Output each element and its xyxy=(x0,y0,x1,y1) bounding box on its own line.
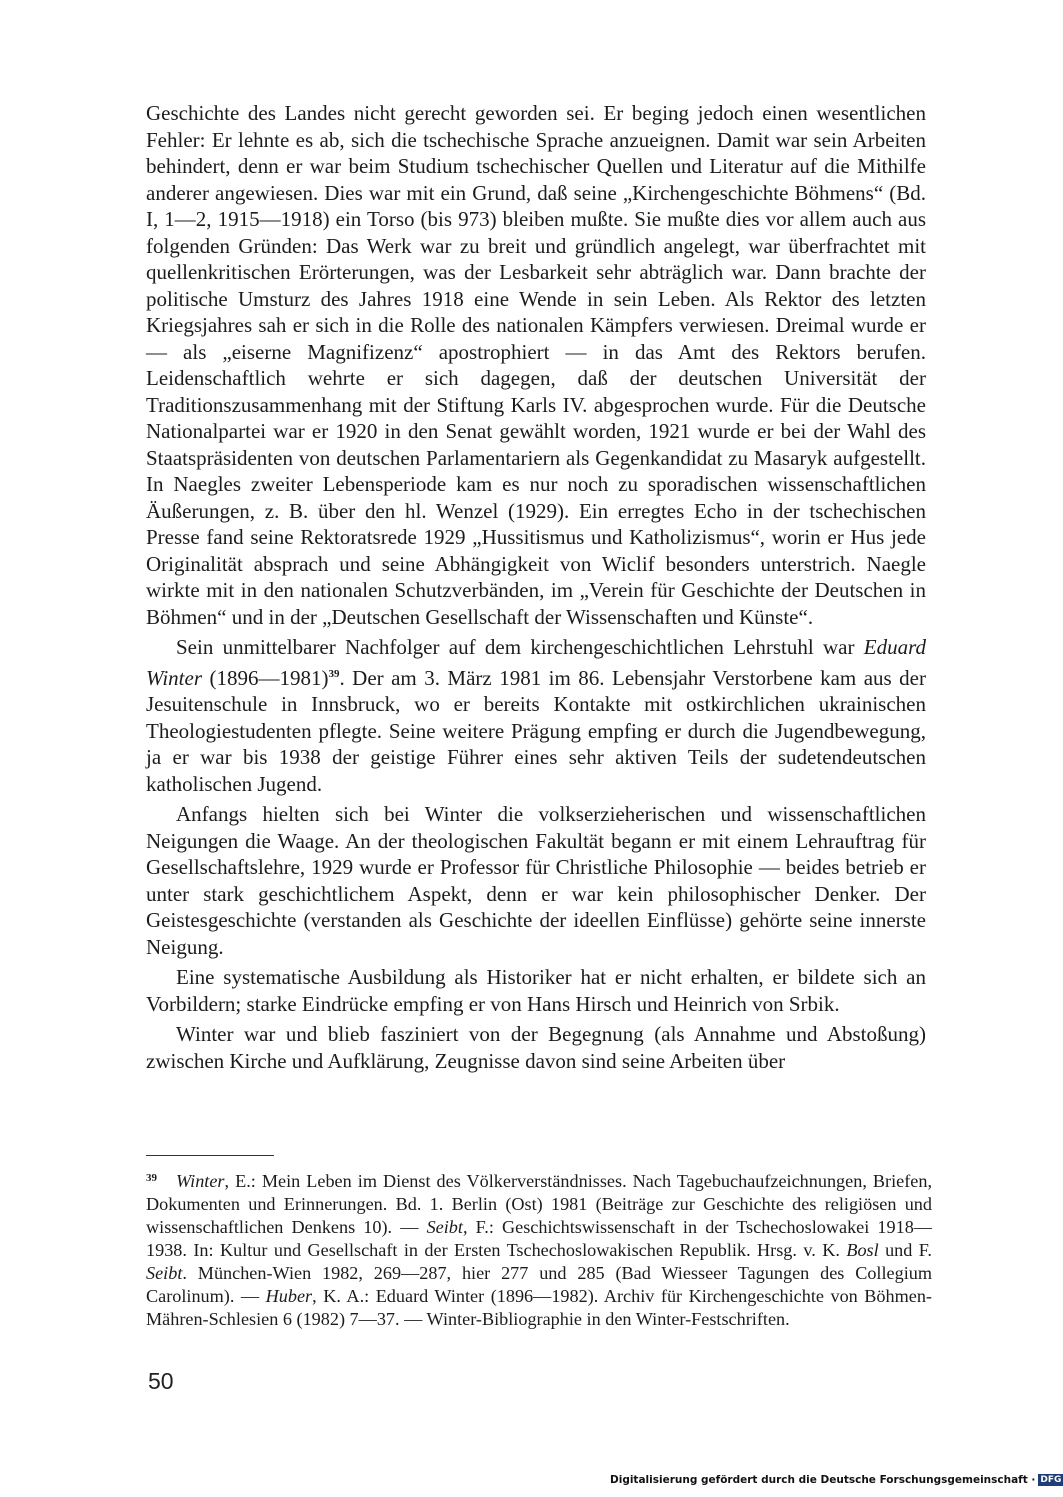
paragraph-1-text: Geschichte des Landes nicht gerecht geworden sei. Er beging jedoch einen wesentlichen Fehler: Er lehnte es ab, sich die tschechische Sprache anzueignen. Damit war sein Arbeiten behindert, denn er war beim Studium tschechischer Quellen und Literatur auf die Mithilfe anderer angewiesen. Dies war mit ein Grund, daß seine „Kirchengeschichte Böhmens“ (Bd. I, 1—2, 1915—1918) ein Torso (bis 973) bleiben mußte. Sie mußte dies vor allem auch aus folgenden Gründen: Das Werk war zu breit und gründlich angelegt, war überfrachtet mit quellenkritischen Erörterungen, was der Lesbarkeit sehr abträglich war. Dann brachte der politische Umsturz des Jahres 1918 eine Wende in sein Leben. Als Rektor des letzten Kriegsjahres sah er sich in die Rolle des nationalen Kämpfers verwiesen. Dreimal wurde er — als „eiserne Magnifizenz“ apostrophiert — in das Amt des Rektors berufen. Leidenschaftlich wehrte er sich dagegen, daß der deutschen Universität der Traditionszusammenhang mit der Stiftung Karls IV. abgesprochen wurde. Für die Deutsche Nationalpartei war er 1920 in den Senat gewählt worden, 1921 wurde er bei der Wahl des Staatspräsidenten von deutschen Parlamentariern als Gegenkandidat zu Masaryk aufgestellt. In Naegles zweiter Lebensperiode kam es nur noch zu sporadischen wissenschaftlichen Äußerungen, z. B. über den hl. Wenzel (1929). Ein erregtes Echo in der tschechischen Presse fand seine Rektoratsrede 1929 „Hussitismus und Katholizismus“, worin er Hus jede Originalität absprach und seine Abhängigkeit von Wiclif besonders unterstrich. Naegle wirkte mit in den nationalen Schutzverbänden, im „Verein für Geschichte der Deutschen in Böhmen“ und in der „Deutschen Gesellschaft der Wissenschaften und Künste“. xyxy=(146,101,926,629)
footnote-39: 39 Winter, E.: Mein Leben im Dienst des Völkerverständnisses. Nach Tagebuchaufzeichnungen, Briefen, Dokumenten und Erinnerungen. Bd. 1. Berlin (Ost) 1981 (Beiträge zur Geschichte des religiösen und wissenschaftlichen Denkens 10). — Seibt, F.: Geschichtswissenschaft in der Tschechoslowakei 1918—1938. In: Kultur und Gesellschaft in der Ersten Tschechoslowakischen Republik. Hrsg. v. K. Bosl und F. Seibt. München-Wien 1982, 269—287, hier 277 und 285 (Bad Wiesseer Tagungen des Collegium Carolinum). — Huber, K. A.: Eduard Winter (1896—1982). Archiv für Kirchengeschichte von Böhmen-Mähren-Schlesien 6 (1982) 7—37. — Winter-Bibliographie in den Winter-Festschriften. xyxy=(146,1167,932,1331)
dfg-logo: DFG xyxy=(1040,1475,1062,1485)
paragraph-1 xyxy=(146,100,926,630)
footnote-divider xyxy=(146,1155,274,1156)
digitization-credit xyxy=(610,1474,1063,1486)
paragraph-4: Eine systematische Ausbildung als Historiker hat er nicht erhalten, er bildete sich an Vorbildern; starke Eindrücke empfing er von Hans Hirsch und Heinrich von Srbik. xyxy=(146,965,926,1016)
footnote-reference[interactable]: 39 xyxy=(328,667,340,680)
footnote-mark: 39 xyxy=(146,1172,157,1184)
person-name: Eduard Winter xyxy=(146,635,927,690)
body-text xyxy=(146,100,926,1074)
credit-text: Digitalisierung gefördert durch die Deutsche Forschungsgemeinschaft · xyxy=(610,1474,1036,1486)
paragraph-5: Winter war und blieb fasziniert von der Begegnung (als Annahme und Abstoßung) zwischen Kirche und Aufklärung, Zeugnisse davon sind seine Arbeiten über xyxy=(146,1022,926,1073)
paragraph-2: Sein unmittelbarer Nachfolger auf dem kirchengeschichtlichen Lehrstuhl war Eduard Winter (1896—1981)$^{39}$. Der am 3. März 1981 im 86. Lebensjahr Verstorbene kam aus der Jesuitenschule in Innsbruck, wo er bereits Kontakte mit ostkirchlichen ukrainischen Theologiestudenten pflegte. Seine weitere Prägung empfing er durch die Jugendbewegung, ja er war bis 1938 der geistige Führer eines sehr aktiven Teils der sudetendeutschen katholischen Jugend. xyxy=(146,635,927,796)
page-number: 50 xyxy=(148,1368,174,1394)
paragraph-3: Anfangs hielten sich bei Winter die volkserzieherischen und wissenschaftlichen Neigungen die Waage. An der theologischen Fakultät begann er mit einem Lehrauftrag für Gesellschaftslehre, 1929 wurde er Professor für Christliche Philosophie — beides betrieb er unter stark geschichtlichem Aspekt, denn er war kein philosophischer Denker. Der Geistesgeschichte (verstanden als Geschichte der ideellen Einflüsse) gehörte seine innerste Neigung. xyxy=(146,802,926,959)
